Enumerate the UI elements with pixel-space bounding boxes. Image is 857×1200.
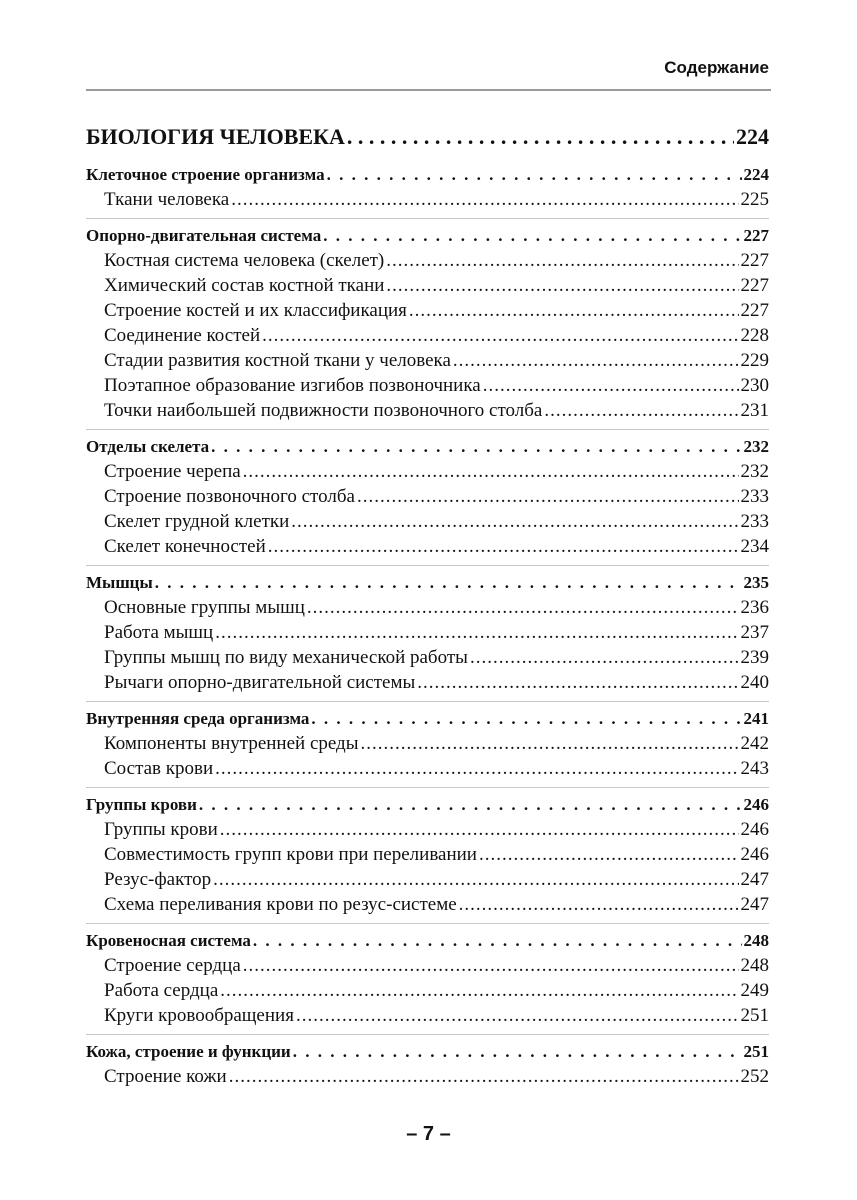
toc-entry[interactable] <box>86 645 769 670</box>
toc-entry[interactable] <box>86 842 769 867</box>
leader-dots <box>231 187 738 212</box>
toc-section-heading-label: Кожа, строение и функции <box>86 1042 291 1061</box>
toc-entry-label: Соединение костей <box>104 325 261 346</box>
toc-part-page: 224 <box>736 124 769 149</box>
toc-entry-page: 232 <box>740 461 769 482</box>
leader-dots <box>323 223 741 248</box>
toc-entry-page: 229 <box>740 350 769 371</box>
toc-entry[interactable] <box>86 373 769 398</box>
leader-dots <box>253 928 742 953</box>
toc-section-heading[interactable] <box>86 223 769 248</box>
toc-entry-page: 242 <box>740 733 769 754</box>
toc-entry-label: Точки наибольшей подвижности позвоночного столба <box>104 400 543 421</box>
toc-sections <box>86 162 769 1089</box>
toc-entry-label: Строение кожи <box>104 1066 227 1087</box>
leader-dots <box>357 484 739 509</box>
toc-entry[interactable] <box>86 484 769 509</box>
toc-section-heading-page: 246 <box>743 795 769 814</box>
leader-dots <box>459 892 739 917</box>
leader-dots <box>470 645 739 670</box>
toc-entry-page: 233 <box>740 486 769 507</box>
toc-section-heading[interactable] <box>86 434 769 459</box>
toc-entry-label: Группы крови <box>104 819 218 840</box>
toc-entry[interactable] <box>86 248 769 273</box>
toc-entry-label: Строение костей и их классификация <box>104 300 407 321</box>
toc-entry[interactable] <box>86 953 769 978</box>
toc-part-label: БИОЛОГИЯ ЧЕЛОВЕКА <box>86 124 345 149</box>
leader-dots <box>215 620 738 645</box>
toc-entry[interactable] <box>86 459 769 484</box>
leader-dots <box>479 842 739 867</box>
toc-entry-page: 227 <box>740 275 769 296</box>
toc-entry[interactable] <box>86 620 769 645</box>
toc-entry[interactable] <box>86 756 769 781</box>
leader-dots <box>213 867 738 892</box>
toc-entry-label: Скелет грудной клетки <box>104 511 290 532</box>
leader-dots <box>409 298 739 323</box>
toc-section-heading[interactable] <box>86 570 769 595</box>
toc-entry-label: Строение черепа <box>104 461 241 482</box>
toc-entry-page: 227 <box>740 300 769 321</box>
leader-dots <box>199 792 742 817</box>
toc-entry-page: 249 <box>740 980 769 1001</box>
toc-entry-label: Совместимость групп крови при переливании <box>104 844 477 865</box>
leader-dots <box>311 706 741 731</box>
toc-entry-page: 246 <box>740 844 769 865</box>
toc-part[interactable] <box>86 122 769 156</box>
toc-section-heading-label: Отделы скелета <box>86 437 210 456</box>
toc-entry[interactable] <box>86 892 769 917</box>
leader-dots <box>220 978 738 1003</box>
toc-section <box>86 787 769 917</box>
leader-dots <box>307 595 739 620</box>
toc-entry[interactable] <box>86 273 769 298</box>
toc-entry-page: 228 <box>740 325 769 346</box>
toc-entry-page: 225 <box>740 189 769 210</box>
toc-entry[interactable] <box>86 398 769 423</box>
toc-entry-page: 230 <box>740 375 769 396</box>
toc-entry-label: Строение сердца <box>104 955 241 976</box>
toc-entry-label: Стадии развития костной ткани у человека <box>104 350 451 371</box>
toc-entry-page: 233 <box>740 511 769 532</box>
toc-entry-label: Химический состав костной ткани <box>104 275 385 296</box>
leader-dots <box>544 398 738 423</box>
leader-dots <box>453 348 739 373</box>
toc-entry-label: Костная система человека (скелет) <box>104 250 385 271</box>
leader-dots <box>296 1003 739 1028</box>
toc-section-heading-label: Мышцы <box>86 573 153 592</box>
leader-dots <box>386 248 738 273</box>
toc-entry[interactable] <box>86 509 769 534</box>
leader-dots <box>417 670 738 695</box>
toc-section-heading[interactable] <box>86 1039 769 1064</box>
toc-entry-page: 252 <box>740 1066 769 1087</box>
toc-entry-label: Рычаги опорно-двигательной системы <box>104 672 416 693</box>
toc-entry[interactable] <box>86 978 769 1003</box>
toc-section-heading-label: Внутренняя среда организма <box>86 709 310 728</box>
toc-entry[interactable] <box>86 867 769 892</box>
toc-entry-page: 240 <box>740 672 769 693</box>
toc-section-heading-label: Опорно-двигательная система <box>86 226 322 245</box>
leader-dots <box>347 122 734 152</box>
toc-entry[interactable] <box>86 534 769 559</box>
toc-section-heading-page: 251 <box>743 1042 769 1061</box>
toc-entry-page: 236 <box>740 597 769 618</box>
leader-dots <box>268 534 739 559</box>
toc-section <box>86 923 769 1028</box>
leader-dots <box>386 273 738 298</box>
toc-entry-page: 239 <box>740 647 769 668</box>
toc-entry-page: 234 <box>740 536 769 557</box>
page-number: – 7 – <box>406 1123 451 1145</box>
toc-section-heading[interactable] <box>86 928 769 953</box>
toc-entry-label: Работа мышц <box>104 622 214 643</box>
leader-dots <box>155 570 742 595</box>
leader-dots <box>243 459 739 484</box>
leader-dots <box>361 731 739 756</box>
toc-section-heading-page: 248 <box>743 931 769 950</box>
toc-section <box>86 1034 769 1089</box>
toc-entry[interactable] <box>86 670 769 695</box>
leader-dots <box>211 434 741 459</box>
toc-entry-page: 227 <box>740 250 769 271</box>
toc-section <box>86 162 769 212</box>
toc-entry-label: Поэтапное образование изгибов позвоночника <box>104 375 481 396</box>
header-title: Содержание <box>664 58 769 77</box>
toc-entry-label: Скелет конечностей <box>104 536 266 557</box>
toc-entry[interactable] <box>86 323 769 348</box>
toc-entry[interactable] <box>86 817 769 842</box>
toc-entry[interactable] <box>86 298 769 323</box>
leader-dots <box>327 162 742 187</box>
leader-dots <box>229 1064 739 1089</box>
toc-section-heading-page: 241 <box>743 709 769 728</box>
toc-section <box>86 218 769 423</box>
leader-dots <box>243 953 739 978</box>
toc-entry-page: 247 <box>740 869 769 890</box>
table-of-contents <box>86 122 769 1095</box>
toc-section-heading-page: 235 <box>743 573 769 592</box>
toc-entry-label: Резус-фактор <box>104 869 212 890</box>
toc-entry[interactable] <box>86 1064 769 1089</box>
toc-entry-page: 237 <box>740 622 769 643</box>
toc-section-heading-label: Клеточное строение организма <box>86 165 325 184</box>
toc-section <box>86 701 769 781</box>
toc-section-heading-page: 224 <box>743 165 769 184</box>
toc-section-heading[interactable] <box>86 706 769 731</box>
leader-dots <box>220 817 739 842</box>
toc-section-heading[interactable] <box>86 162 769 187</box>
leader-dots <box>293 1039 742 1064</box>
toc-entry-page: 246 <box>740 819 769 840</box>
toc-entry-page: 243 <box>740 758 769 779</box>
leader-dots <box>215 756 738 781</box>
leader-dots <box>483 373 739 398</box>
toc-section-heading-page: 227 <box>743 226 769 245</box>
toc-section-heading-label: Группы крови <box>86 795 197 814</box>
toc-section-heading-page: 232 <box>743 437 769 456</box>
header-rule <box>86 89 771 91</box>
toc-entry[interactable] <box>86 595 769 620</box>
toc-entry-label: Работа сердца <box>104 980 219 1001</box>
toc-entry[interactable] <box>86 187 769 212</box>
toc-entry-page: 231 <box>740 400 769 421</box>
toc-entry-label: Строение позвоночного столба <box>104 486 355 507</box>
toc-section-heading[interactable] <box>86 792 769 817</box>
toc-section <box>86 429 769 559</box>
toc-entry-label: Схема переливания крови по резус-системе <box>104 894 457 915</box>
toc-entry[interactable] <box>86 1003 769 1028</box>
toc-entry-page: 247 <box>740 894 769 915</box>
toc-entry-page: 251 <box>740 1005 769 1026</box>
toc-entry-label: Круги кровообращения <box>104 1005 294 1026</box>
leader-dots <box>262 323 738 348</box>
toc-entry-page: 248 <box>740 955 769 976</box>
toc-entry-label: Основные группы мышц <box>104 597 305 618</box>
toc-section <box>86 565 769 695</box>
toc-entry[interactable] <box>86 348 769 373</box>
toc-entry-label: Группы мышц по виду механической работы <box>104 647 468 668</box>
toc-entry[interactable] <box>86 731 769 756</box>
toc-section-heading-label: Кровеносная система <box>86 931 251 950</box>
toc-entry-label: Состав крови <box>104 758 214 779</box>
toc-entry-label: Ткани человека <box>104 189 230 210</box>
toc-entry-label: Компоненты внутренней среды <box>104 733 359 754</box>
leader-dots <box>291 509 738 534</box>
